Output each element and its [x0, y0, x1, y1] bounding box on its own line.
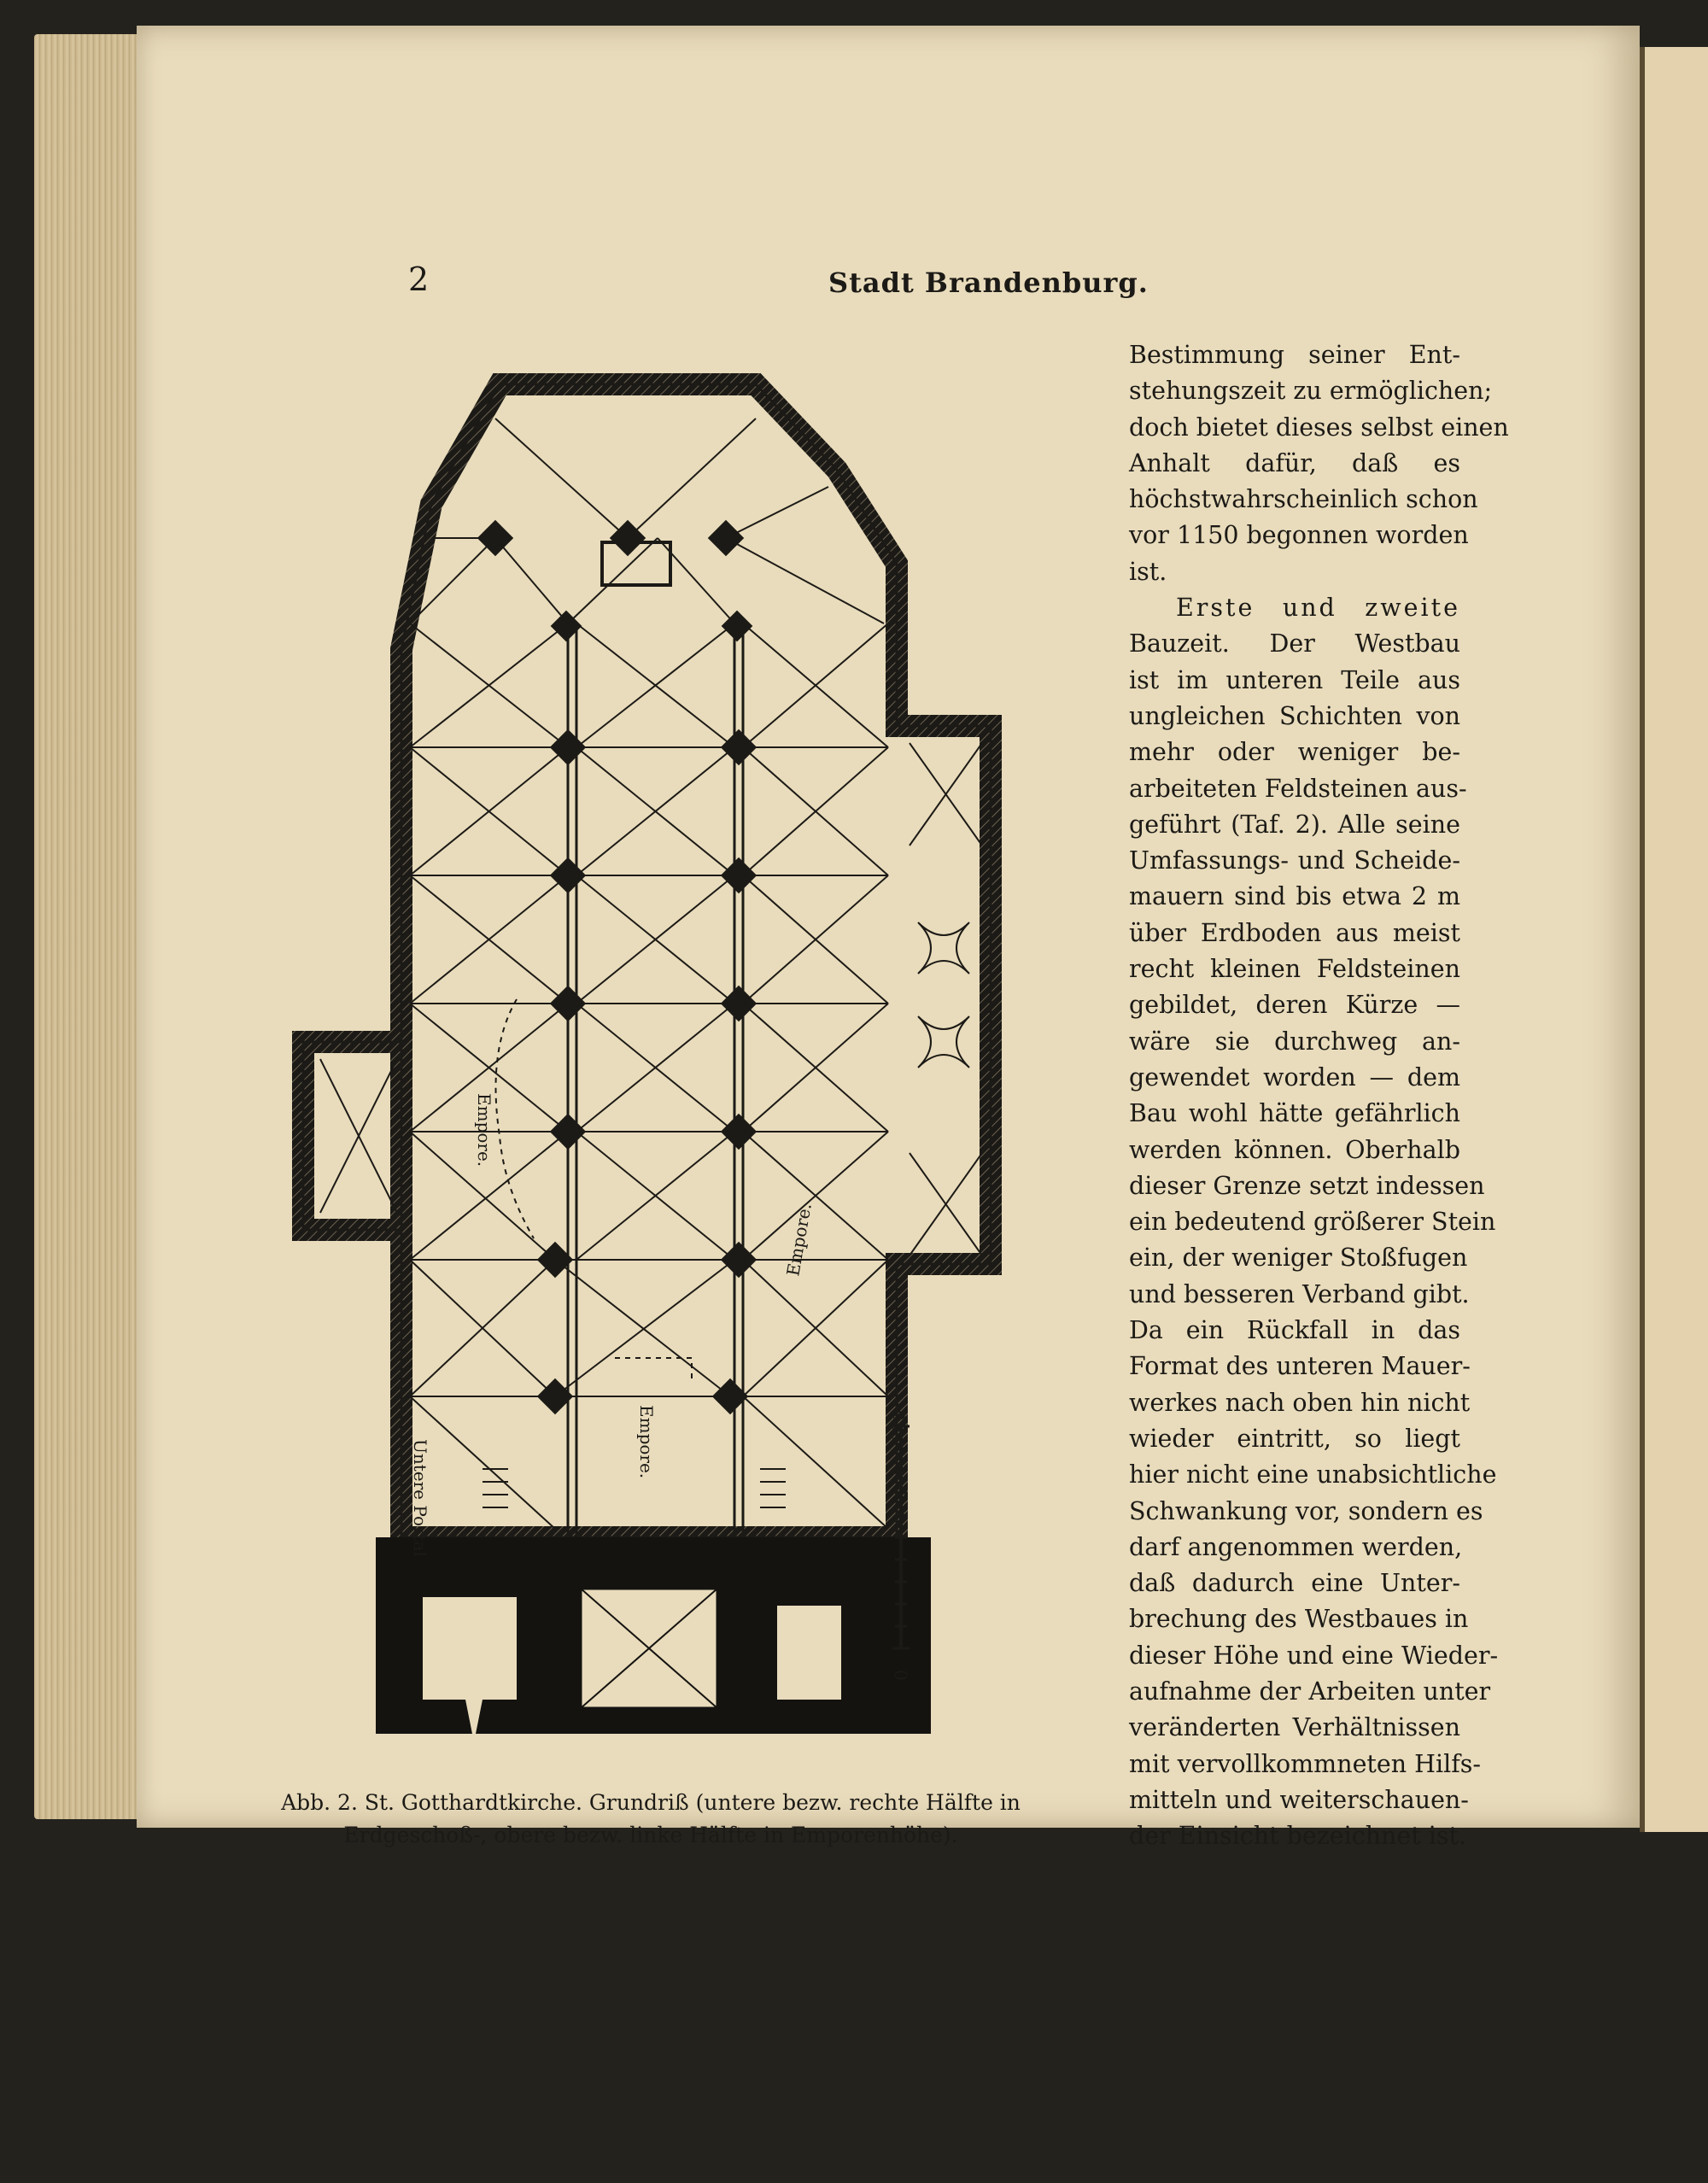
text-line: Da ein Rückfall in das	[1129, 1316, 1460, 1345]
text-line: werkes nach oben hin nicht	[1129, 1388, 1471, 1417]
running-title: Stadt Brandenburg.	[828, 266, 1149, 299]
text-line: dieser Grenze setzt indessen	[1129, 1171, 1485, 1200]
text-line: gewendet worden — dem	[1129, 1062, 1460, 1092]
body-text-column	[1129, 337, 1509, 1854]
text-line: darf angenommen werden,	[1129, 1532, 1463, 1561]
text-line: aufnahme der Arbeiten unter	[1129, 1677, 1491, 1706]
text-line: arbeiteten Feldsteinen aus-	[1129, 774, 1467, 803]
text-line: dieser Höhe und eine Wieder-	[1129, 1641, 1499, 1670]
text-line: geführt (Taf. 2). Alle seine	[1129, 810, 1460, 839]
text-line: stehungszeit zu ermöglichen;	[1129, 377, 1493, 406]
text-line: ungleichen Schichten von	[1129, 701, 1460, 730]
text-line: mit vervollkommneten Hilfs-	[1129, 1749, 1482, 1778]
text-line: Format des unteren Mauer-	[1129, 1352, 1471, 1381]
label-portal: Untere Portal	[410, 1439, 430, 1557]
text-line: doch bietet dieses selbst einen	[1129, 413, 1509, 442]
text-line: veränderten Verhältnissen	[1129, 1713, 1460, 1742]
text-line: über Erdboden aus meist	[1129, 918, 1460, 947]
book-page-edges	[34, 34, 145, 1819]
label-empore-right: Empore.	[782, 1201, 816, 1278]
text-line: wäre sie durchweg an-	[1129, 1027, 1460, 1056]
text-line: gebildet, deren Kürze —	[1129, 991, 1460, 1020]
text-line: ein bedeutend größerer Stein	[1129, 1208, 1496, 1237]
caption-line-1: Abb. 2. St. Gotthardtkirche. Grundriß (untere bezw. rechte Hälfte in	[281, 1790, 1021, 1815]
label-scale: 10 m.	[888, 1399, 909, 1449]
text-line: hier nicht eine unabsichtliche	[1129, 1460, 1497, 1489]
label-empore-left: Empore.	[474, 1093, 494, 1168]
text-line: mehr oder weniger be-	[1129, 738, 1460, 767]
page-number: 2	[408, 260, 430, 298]
figure-caption	[275, 1787, 1027, 1852]
text-line: Schwankung vor, sondern es	[1129, 1496, 1483, 1525]
text-line: Bau wohl hätte gefährlich	[1129, 1099, 1460, 1128]
label-empore-center: Empore.	[636, 1405, 657, 1479]
text-line: höchstwahrscheinlich schon	[1129, 485, 1478, 514]
text-line: werden können. Oberhalb	[1129, 1135, 1460, 1164]
church-floor-plan	[282, 367, 1025, 1759]
text-line: Anhalt dafür, daß es	[1129, 448, 1460, 477]
text-line: der Einsicht bezeichnet ist.	[1129, 1822, 1467, 1851]
caption-line-2: Erdgeschoß-, obere bezw. linke Hälfte in Emporenhöhe).	[343, 1823, 958, 1847]
text-line: recht kleinen Feldsteinen	[1129, 955, 1460, 984]
text-line: und besseren Verband gibt.	[1129, 1279, 1470, 1308]
text-line: daß dadurch eine Unter-	[1129, 1569, 1460, 1598]
text-line: brechung des Westbaues in	[1129, 1605, 1469, 1634]
text-line: mauern sind bis etwa 2 m	[1129, 882, 1460, 911]
text-line: vor 1150 begonnen worden	[1129, 521, 1469, 550]
text-line: Bestimmung seiner Ent-	[1129, 341, 1460, 369]
section-heading-line: Erste und zweite	[1176, 594, 1460, 623]
text-line: ist im unteren Teile aus	[1129, 665, 1460, 694]
text-line: mitteln und weiterschauen-	[1129, 1785, 1469, 1814]
label-scale-zero: 0	[891, 1670, 911, 1681]
text-line: ein, der weniger Stoßfugen	[1129, 1244, 1468, 1273]
text-line: wieder eintritt, so liegt	[1129, 1424, 1460, 1453]
facing-page-edge	[1640, 47, 1708, 1832]
text-line: Bauzeit. Der Westbau	[1129, 629, 1460, 658]
text-line: ist.	[1129, 557, 1167, 586]
text-line: Umfassungs- und Scheide-	[1129, 846, 1460, 875]
